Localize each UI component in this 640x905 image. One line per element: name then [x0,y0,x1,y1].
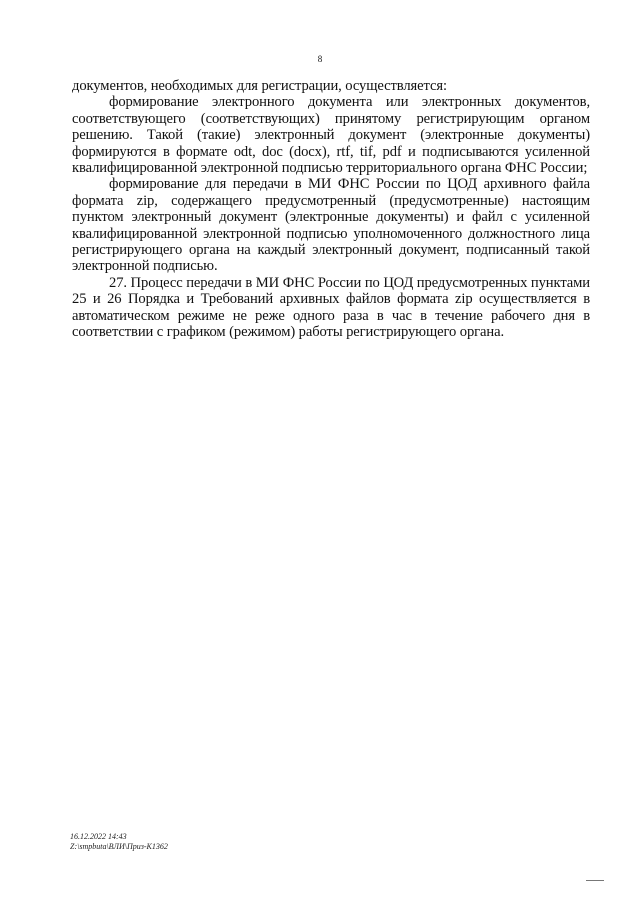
footer-file-path: Z:\smpbuta\ВЛИ\Приз-К1362 [70,841,168,851]
paragraph-archive-file: формирование для передачи в МИ ФНС России по ЦОД архивного файла формата zip, содержащего предусмотренный (предусмотренные) настоящим пунктом электронный документ (электронные документы) и файл с усиленной квалифицированной электронной подписью уполномоченного должностного лица регистрирующего органа на каждый электронный документ, подписанный такой электронной подписью. [72,176,590,275]
paragraph-item-27: 27. Процесс передачи в МИ ФНС России по ЦОД предусмотренных пунктами 25 и 26 Порядка и Требований архивных файлов формата zip осуществляется в автоматическом режиме не реже одного раза в час в течение рабочего дня в соответствии с графиком (режимом) работы регистрирующего органа. [72,274,590,341]
footer-timestamp: 16.12.2022 14:43 [70,832,127,841]
corner-mark [586,880,604,881]
page-number: 8 [317,54,323,64]
document-body [72,78,590,341]
paragraph-electronic-document: формирование электронного документа или электронных документов, соответствующего (соответствующих) принятому регистрирующим органом решению. Такой (такие) электронный документ (электронные документы) формируются в формате odt, doc (docx), rtf, tif, pdf и подписываются усиленной квалифицированной электронной подписью территориального органа ФНС России; [72,94,590,177]
document-footer [70,832,168,851]
paragraph-intro: документов, необходимых для регистрации, осуществляется: [72,78,447,94]
